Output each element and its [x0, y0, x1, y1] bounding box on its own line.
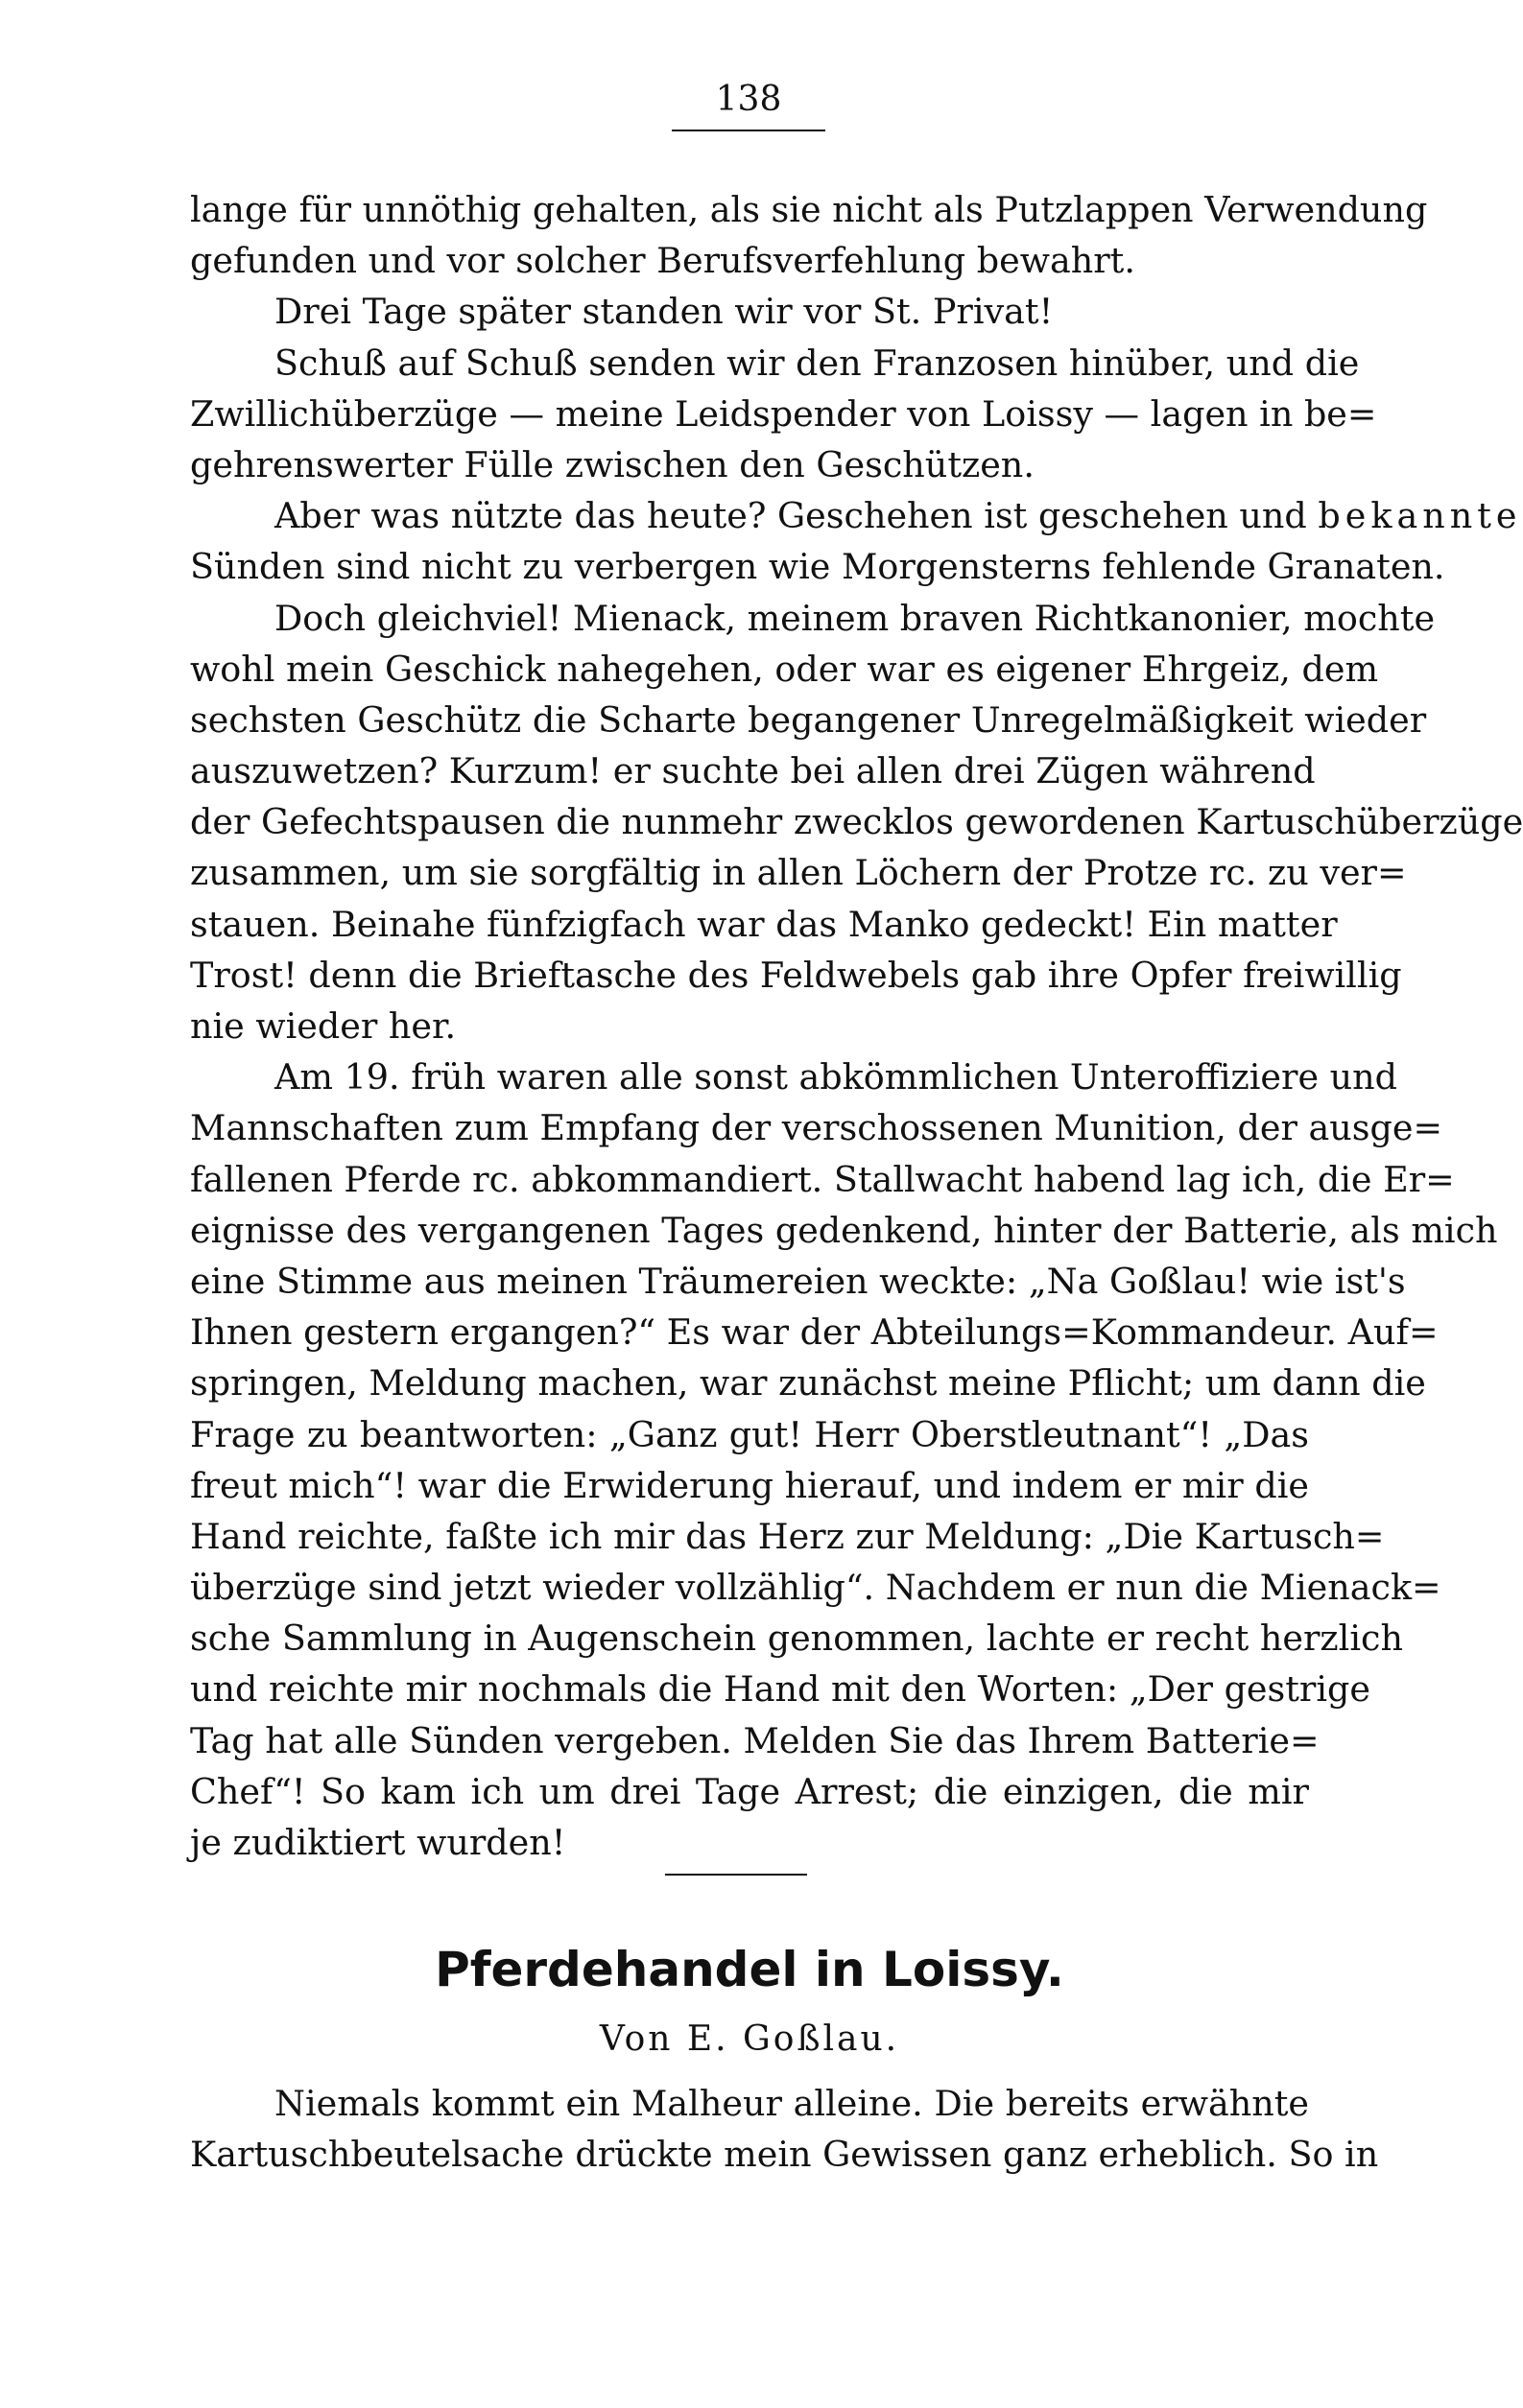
- text-line: sechsten Geschütz die Scharte begangener Unregelmäßigkeit wieder: [190, 698, 1427, 741]
- text-line: Mannschaften zum Empfang der verschossenen Munition, der ausge=: [190, 1107, 1443, 1149]
- text-line: stauen. Beinahe fünfzigfach war das Manko gedeckt! Ein matter: [190, 903, 1338, 945]
- text-line: gefunden und vor solcher Berufsverfehlung bewahrt.: [190, 240, 1135, 282]
- text-line: Tag hat alle Sünden vergeben. Melden Sie das Ihrem Batterie=: [190, 1719, 1320, 1761]
- text-line: auszuwetzen? Kurzum! er suchte bei allen drei Zügen während: [190, 750, 1316, 792]
- page-number-rule: [672, 130, 825, 131]
- text-line: Chef“! So kam ich um drei Tage Arrest; die einzigen, die mir: [190, 1770, 1309, 1812]
- text-line: freut mich“! war die Erwiderung hierauf, und indem er mir die: [190, 1464, 1309, 1506]
- text-line: Ihnen gestern ergangen?“ Es war der Abteilungs=Kommandeur. Auf=: [190, 1311, 1439, 1354]
- text-segment: Aber was nützte das heute? Geschehen ist geschehen und: [274, 495, 1307, 537]
- text-line: Hand reichte, faßte ich mir das Herz zur Meldung: „Die Kartusch=: [190, 1515, 1385, 1557]
- text-line: springen, Meldung machen, war zunächst meine Pflicht; um dann die: [190, 1362, 1426, 1405]
- text-line: und reichte mir nochmals die Hand mit den Worten: „Der gestrige: [190, 1668, 1371, 1711]
- chapter-text: [190, 2078, 1379, 2180]
- text-line: nie wieder her.: [190, 1005, 457, 1047]
- text-line: Zwillichüberzüge — meine Leidspender von Loissy — lagen in be=: [190, 392, 1377, 435]
- text-line: lange für unnöthig gehalten, als sie nicht als Putzlappen Verwendung: [190, 189, 1428, 230]
- text-line: überzüge sind jetzt wieder vollzählig“. Nachdem er nun die Mienack=: [190, 1567, 1441, 1609]
- text-line-with-emphasis: [190, 490, 1522, 541]
- text-line: Niemals kommt ein Malheur alleine. Die bereits erwähnte: [274, 2083, 1309, 2124]
- text-line: der Gefechtspausen die nunmehr zwecklos gewordenen Kartuschüberzüge: [190, 801, 1523, 843]
- text-line: fallenen Pferde rc. abkommandiert. Stallwacht habend lag ich, die Er=: [190, 1158, 1455, 1200]
- text-line: Sünden sind nicht zu verbergen wie Morgensterns fehlende Granaten.: [190, 546, 1445, 588]
- main-text: [190, 184, 1523, 1868]
- text-line: eignisse des vergangenen Tages gedenkend, hinter der Batterie, als mich: [190, 1209, 1498, 1251]
- text-line: Drei Tage später standen wir vor St. Privat!: [274, 291, 1054, 333]
- text-line: Doch gleichviel! Mienack, meinem braven Richtkanonier, mochte: [274, 597, 1436, 639]
- text-line: zusammen, um sie sorgfältig in allen Löchern der Protze rc. zu ver=: [190, 852, 1407, 894]
- text-line: Frage zu beantworten: „Ganz gut! Herr Oberstleutnant“! „Das: [190, 1413, 1309, 1455]
- text-line: je zudiktiert wurden!: [190, 1822, 566, 1863]
- section-divider: [665, 1874, 807, 1876]
- text-line: Am 19. früh waren alle sonst abkömmlichen Unteroffiziere und: [274, 1056, 1398, 1098]
- text-line: sche Sammlung in Augenschein genommen, lachte er recht herzlich: [190, 1617, 1403, 1660]
- text-line: wohl mein Geschick nahegehen, oder war es eigener Ehrgeiz, dem: [190, 648, 1379, 690]
- text-line: Kartuschbeutelsache drückte mein Gewissen ganz erheblich. So in: [190, 2134, 1379, 2176]
- text-line: eine Stimme aus meinen Träumereien weckte: „Na Goßlau! wie ist's: [190, 1260, 1406, 1302]
- text-line: Trost! denn die Brieftasche des Feldwebels gab ihre Opfer freiwillig: [190, 954, 1402, 996]
- page-number: 138: [715, 80, 782, 119]
- chapter-title: Pferdehandel in Loissy.: [435, 1942, 1064, 1997]
- spaced-emphasis-word: bekannte: [1318, 495, 1522, 537]
- text-line: Schuß auf Schuß senden wir den Franzosen hinüber, und die: [274, 342, 1360, 384]
- chapter-author: Von E. Goßlau.: [599, 2019, 900, 2059]
- text-line: gehrenswerter Fülle zwischen den Geschützen.: [190, 443, 1035, 485]
